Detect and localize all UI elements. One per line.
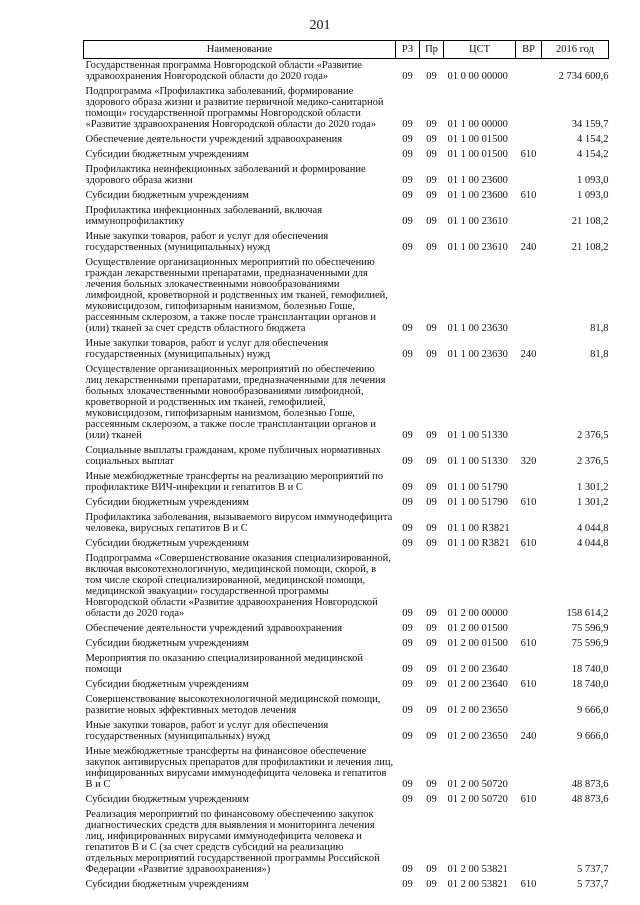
row-pr: 09 — [426, 482, 437, 493]
row-cst: 01 1 00 23600 — [447, 175, 508, 186]
row-sum: 48 873,6 — [571, 794, 609, 805]
table-row — [84, 552, 609, 622]
row-sum: 4 044,8 — [577, 538, 609, 549]
row-cst: 01 1 00 R3821 — [447, 538, 510, 549]
budget-table — [83, 40, 609, 893]
row-vr: 240 — [520, 349, 537, 360]
row-pr: 09 — [426, 638, 437, 649]
row-rz: 09 — [402, 119, 413, 130]
row-pr: 09 — [426, 608, 437, 619]
row-name: Субсидии бюджетным учреждениям — [85, 679, 249, 690]
header-pr: Пр — [420, 41, 444, 59]
row-vr: 610 — [520, 149, 537, 160]
row-sum: 34 159,7 — [571, 119, 609, 130]
row-rz: 09 — [402, 323, 413, 334]
row-sum: 18 740,0 — [571, 664, 609, 675]
row-name: Осуществление организационных мероприятий по обеспечению лиц лекарственными препаратами, предназначенными для лечения больных злокачественными новообразованиями лимфоидной, кроветворной и родственных им тканей, гемофилией, муковисцидозом, гипофизарным нанизмом, болезнью Гоше, рассеянным склерозом, а также после трансплантации органов и (или) тканей — [85, 364, 386, 441]
header-cst: ЦСТ — [444, 41, 516, 59]
table-row — [84, 59, 609, 86]
row-pr: 09 — [426, 175, 437, 186]
row-pr: 09 — [426, 456, 437, 467]
row-sum: 9 666,0 — [577, 731, 609, 742]
row-cst: 01 1 00 23610 — [447, 216, 508, 227]
row-cst: 01 2 00 01500 — [447, 623, 508, 634]
row-vr — [516, 470, 542, 496]
row-pr: 09 — [426, 497, 437, 508]
row-vr — [516, 363, 542, 444]
table-row — [84, 808, 609, 878]
row-name: Обеспечение деятельности учреждений здравоохранения — [85, 134, 343, 145]
row-name: Мероприятия по оказанию специализированной медицинской помощи — [85, 653, 364, 675]
row-name: Совершенствование высокотехнологичной медицинской помощи, развитие новых эффективных методов лечения — [85, 694, 381, 716]
row-name: Субсидии бюджетным учреждениям — [85, 538, 249, 549]
table-row — [84, 133, 609, 148]
row-pr: 09 — [426, 323, 437, 334]
row-pr: 09 — [426, 623, 437, 634]
row-rz: 09 — [402, 71, 413, 82]
row-cst: 01 0 00 00000 — [447, 71, 508, 82]
row-vr: 240 — [520, 242, 537, 253]
row-name: Осуществление организационных мероприятий по обеспечению граждан лекарственными препаратами, предназначенными для лечения больных злокачественными новообразованиями лимфоидной, кроветворной и родственных им тканей, гемофилией, муковисцидозом, гипофизарным нанизмом, болезнью Гоше, рассеянным склерозом, а также после трансплантации органов и (или) тканей за счет средств областного бюджета — [85, 257, 388, 334]
table-row — [84, 189, 609, 204]
table-body — [84, 59, 609, 894]
row-sum: 1 093,0 — [577, 175, 609, 186]
row-rz: 09 — [402, 679, 413, 690]
row-name: Подпрограмма «Профилактика заболеваний, формирование здорового образа жизни и развитие первичной медико-санитарной помощи» государственной программы Новгородской области «Развитие здравоохранения Новгородской области до 2020 года» — [85, 86, 384, 130]
row-cst: 01 2 00 00000 — [447, 608, 508, 619]
row-pr: 09 — [426, 149, 437, 160]
row-sum: 2 734 600,6 — [558, 71, 609, 82]
row-sum: 4 044,8 — [577, 523, 609, 534]
table-row — [84, 363, 609, 444]
row-cst: 01 1 00 51330 — [447, 456, 508, 467]
row-sum: 75 596,9 — [571, 623, 609, 634]
row-rz: 09 — [402, 608, 413, 619]
table-row — [84, 693, 609, 719]
row-pr: 09 — [426, 705, 437, 716]
row-rz: 09 — [402, 497, 413, 508]
row-sum: 2 376,5 — [577, 430, 609, 441]
row-name: Иные закупки товаров, работ и услуг для обеспечения государственных (муниципальных) нужд — [85, 231, 329, 253]
row-pr: 09 — [426, 679, 437, 690]
row-name: Субсидии бюджетным учреждениям — [85, 190, 249, 201]
row-name: Подпрограмма «Совершенствование оказания специализированной, включая высокотехнологичную, медицинской помощи, скорой, в том числе скорой специализированной, медицинской помощи, медицинской эвакуации» государственной программы Новгородской области «Развитие здравоохранения Новгородской области до 2020 года» — [85, 553, 391, 619]
row-pr: 09 — [426, 523, 437, 534]
row-rz: 09 — [402, 216, 413, 227]
row-sum: 158 614,2 — [566, 608, 609, 619]
row-vr: 320 — [520, 456, 537, 467]
table-row — [84, 719, 609, 745]
row-sum: 9 666,0 — [577, 705, 609, 716]
row-pr: 09 — [426, 779, 437, 790]
row-pr: 09 — [426, 664, 437, 675]
table-row — [84, 652, 609, 678]
table-row — [84, 678, 609, 693]
row-rz: 09 — [402, 794, 413, 805]
row-sum: 1 301,2 — [577, 497, 609, 508]
row-vr: 610 — [520, 879, 537, 890]
row-cst: 01 1 00 51330 — [447, 430, 508, 441]
row-cst: 01 2 00 23650 — [447, 731, 508, 742]
row-rz: 09 — [402, 779, 413, 790]
table-row — [84, 85, 609, 133]
row-rz: 09 — [402, 175, 413, 186]
header-vr: ВР — [516, 41, 542, 59]
row-vr: 610 — [520, 638, 537, 649]
row-name: Обеспечение деятельности учреждений здравоохранения — [85, 623, 343, 634]
row-cst: 01 2 00 53821 — [447, 864, 508, 875]
row-pr: 09 — [426, 242, 437, 253]
row-sum: 21 108,2 — [571, 242, 609, 253]
row-pr: 09 — [426, 879, 437, 890]
table-row — [84, 745, 609, 793]
row-rz: 09 — [402, 523, 413, 534]
row-pr: 09 — [426, 731, 437, 742]
row-rz: 09 — [402, 538, 413, 549]
row-vr — [516, 693, 542, 719]
row-name: Профилактика инфекционных заболеваний, включая иммунопрофилактику — [85, 205, 323, 227]
row-cst: 01 1 00 00000 — [447, 119, 508, 130]
row-name: Государственная программа Новгородской области «Развитие здравоохранения Новгородской области до 2020 года» — [85, 60, 362, 82]
row-sum: 5 737,7 — [577, 864, 609, 875]
row-rz: 09 — [402, 705, 413, 716]
table-row — [84, 204, 609, 230]
table-row — [84, 230, 609, 256]
row-sum: 1 093,0 — [577, 190, 609, 201]
row-vr — [516, 133, 542, 148]
row-rz: 09 — [402, 664, 413, 675]
row-name: Профилактика заболевания, вызываемого вирусом иммунодефицита человека, вирусных гепатитов В и С — [85, 512, 393, 534]
row-cst: 01 2 00 50720 — [447, 779, 508, 790]
row-cst: 01 1 00 01500 — [447, 134, 508, 145]
row-name: Субсидии бюджетным учреждениям — [85, 497, 249, 508]
row-sum: 5 737,7 — [577, 879, 609, 890]
table-row — [84, 793, 609, 808]
row-rz: 09 — [402, 242, 413, 253]
row-vr — [516, 204, 542, 230]
row-name: Иные межбюджетные трансферты на финансовое обеспечение закупок антивирусных препаратов для профилактики и лечения лиц, инфицированных вирусами иммунодефицита человека и гепатитов В и С — [85, 746, 394, 790]
row-cst: 01 2 00 23640 — [447, 664, 508, 675]
row-cst: 01 1 00 23610 — [447, 242, 508, 253]
row-rz: 09 — [402, 190, 413, 201]
row-vr: 610 — [520, 538, 537, 549]
row-sum: 21 108,2 — [571, 216, 609, 227]
row-vr — [516, 163, 542, 189]
row-sum: 18 740,0 — [571, 679, 609, 690]
row-vr — [516, 745, 542, 793]
row-vr — [516, 59, 542, 86]
row-pr: 09 — [426, 216, 437, 227]
row-cst: 01 1 00 23600 — [447, 190, 508, 201]
row-pr: 09 — [426, 119, 437, 130]
row-vr — [516, 622, 542, 637]
row-vr — [516, 85, 542, 133]
row-pr: 09 — [426, 864, 437, 875]
row-rz: 09 — [402, 149, 413, 160]
table-row — [84, 537, 609, 552]
table-row — [84, 337, 609, 363]
page-number: 201 — [309, 18, 331, 33]
row-rz: 09 — [402, 134, 413, 145]
row-cst: 01 2 00 01500 — [447, 638, 508, 649]
table-row — [84, 878, 609, 893]
row-sum: 2 376,5 — [577, 456, 609, 467]
row-cst: 01 1 00 51790 — [447, 482, 508, 493]
header-year: 2016 год — [542, 41, 609, 59]
row-cst: 01 2 00 53821 — [447, 879, 508, 890]
row-rz: 09 — [402, 731, 413, 742]
row-rz: 09 — [402, 430, 413, 441]
row-pr: 09 — [426, 134, 437, 145]
row-vr — [516, 256, 542, 337]
row-rz: 09 — [402, 349, 413, 360]
row-pr: 09 — [426, 71, 437, 82]
row-name: Субсидии бюджетным учреждениям — [85, 149, 249, 160]
header-rz: РЗ — [396, 41, 420, 59]
row-rz: 09 — [402, 623, 413, 634]
row-pr: 09 — [426, 538, 437, 549]
row-vr — [516, 808, 542, 878]
table-row — [84, 148, 609, 163]
table-row — [84, 470, 609, 496]
row-vr: 610 — [520, 190, 537, 201]
table-row — [84, 444, 609, 470]
row-cst: 01 1 00 23630 — [447, 349, 508, 360]
table-row — [84, 256, 609, 337]
row-cst: 01 2 00 23640 — [447, 679, 508, 690]
row-sum: 75 596,9 — [571, 638, 609, 649]
row-sum: 48 873,6 — [571, 779, 609, 790]
table-header-row — [84, 41, 609, 59]
row-rz: 09 — [402, 638, 413, 649]
row-sum: 1 301,2 — [577, 482, 609, 493]
row-name: Субсидии бюджетным учреждениям — [85, 794, 249, 805]
row-vr: 240 — [520, 731, 537, 742]
row-cst: 01 2 00 50720 — [447, 794, 508, 805]
header-name: Наименование — [84, 41, 396, 59]
row-pr: 09 — [426, 349, 437, 360]
row-name: Иные закупки товаров, работ и услуг для обеспечения государственных (муниципальных) нужд — [85, 338, 329, 360]
row-vr: 610 — [520, 497, 537, 508]
table-row — [84, 496, 609, 511]
table-row — [84, 637, 609, 652]
row-vr: 610 — [520, 679, 537, 690]
row-sum: 81,8 — [590, 323, 609, 334]
row-pr: 09 — [426, 190, 437, 201]
row-name: Субсидии бюджетным учреждениям — [85, 638, 249, 649]
row-name: Иные межбюджетные трансферты на реализацию мероприятий по профилактике ВИЧ-инфекции и гепатитов В и С — [85, 471, 384, 493]
row-pr: 09 — [426, 794, 437, 805]
row-name: Профилактика неинфекционных заболеваний и формирование здорового образа жизни — [85, 164, 366, 186]
row-sum: 81,8 — [590, 349, 609, 360]
row-name: Иные закупки товаров, работ и услуг для обеспечения государственных (муниципальных) нужд — [85, 720, 329, 742]
row-cst: 01 2 00 23650 — [447, 705, 508, 716]
row-name: Субсидии бюджетным учреждениям — [85, 879, 249, 890]
row-cst: 01 1 00 R3821 — [447, 523, 510, 534]
row-pr: 09 — [426, 430, 437, 441]
row-cst: 01 1 00 51790 — [447, 497, 508, 508]
row-rz: 09 — [402, 456, 413, 467]
row-rz: 09 — [402, 482, 413, 493]
row-rz: 09 — [402, 879, 413, 890]
row-vr — [516, 552, 542, 622]
row-sum: 4 154,2 — [577, 149, 609, 160]
row-cst: 01 1 00 23630 — [447, 323, 508, 334]
row-sum: 4 154,2 — [577, 134, 609, 145]
row-vr — [516, 511, 542, 537]
row-name: Реализация мероприятий по финансовому обеспечению закупок диагностических средств для выявления и мониторинга лечения лиц, инфицированных вирусами иммунодефицита человека и гепатитов В и С (за счет средств субсидий на реализацию отдельных мероприятий государственной программы Российской Федерации «Развитие здравоохранения») — [85, 809, 380, 875]
row-cst: 01 1 00 01500 — [447, 149, 508, 160]
row-rz: 09 — [402, 864, 413, 875]
row-vr — [516, 652, 542, 678]
table-row — [84, 511, 609, 537]
table-row — [84, 622, 609, 637]
row-vr: 610 — [520, 794, 537, 805]
table-row — [84, 163, 609, 189]
row-name: Социальные выплаты гражданам, кроме публичных нормативных социальных выплат — [85, 445, 381, 467]
